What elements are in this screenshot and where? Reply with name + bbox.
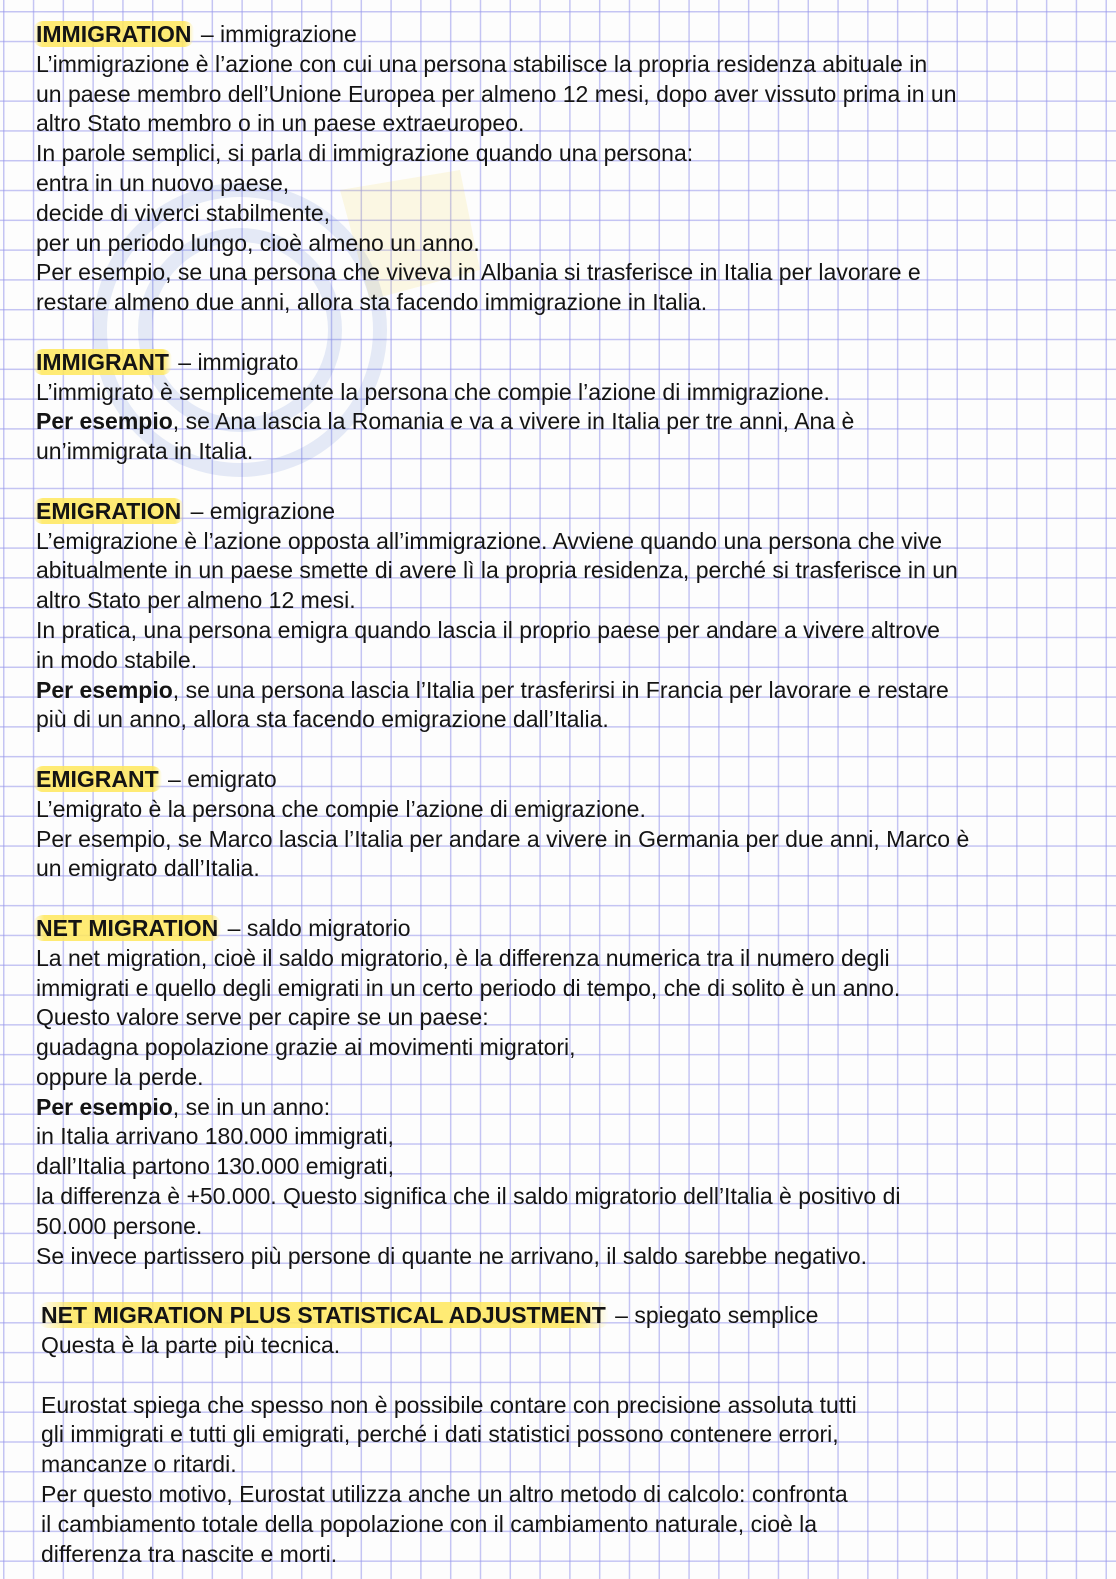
list-item: oppure la perde. <box>36 1063 204 1090</box>
example-text: , se Ana lascia la Romania e va a vivere in Italia per tre anni, Ana è <box>172 408 855 435</box>
text-line: in modo stabile. <box>36 646 198 673</box>
text-line: differenza tra nascite e morti. <box>41 1540 338 1567</box>
text-line: Per esempio, se Marco lascia l’Italia per andare a vivere in Germania per due anni, Marco è <box>36 825 970 852</box>
text-line: Se invece partissero più persone di quante ne arrivano, il saldo sarebbe negativo. <box>36 1242 868 1269</box>
text-line: la differenza è +50.000. Questo significa che il saldo migratorio dell’Italia è positivo di <box>36 1183 901 1210</box>
text-line: più di un anno, allora sta facendo emigrazione dall’Italia. <box>36 706 609 733</box>
example-label: Per esempio <box>36 1093 173 1120</box>
example-text: , se una persona lascia l’Italia per trasferirsi in Francia per lavorare e restare <box>172 676 949 703</box>
text-line: altro Stato membro o in un paese extraeuropeo. <box>36 110 525 137</box>
text-line: In parole semplici, si parla di immigrazione quando una persona: <box>36 140 694 167</box>
translation-emigrant: – emigrato <box>161 765 277 792</box>
translation-net-migration: – saldo migratorio <box>221 914 411 941</box>
translation-emigration: – emigrazione <box>184 497 336 524</box>
section-immigrant <box>36 348 1096 467</box>
text-line: Eurostat spiega che spesso non è possibile contare con precisione assoluta tutti <box>41 1391 857 1418</box>
heading-immigrant <box>36 348 1096 378</box>
section-emigration <box>36 497 1096 735</box>
example-text: , se in un anno: <box>172 1093 331 1120</box>
text-line: immigrati e quello degli emigrati in un certo periodo di tempo, che di solito è un anno. <box>36 974 901 1001</box>
text-line: un paese membro dell’Unione Europea per almeno 12 mesi, dopo aver vissuto prima in un <box>36 80 957 107</box>
text-line: altro Stato per almeno 12 mesi. <box>36 587 356 614</box>
text-line: 50.000 persone. <box>36 1212 203 1239</box>
text-line: Per questo motivo, Eurostat utilizza anche un altro metodo di calcolo: confronta <box>41 1481 848 1508</box>
translation-statistical-adjustment: – spiegato semplice <box>608 1302 819 1329</box>
translation-immigration: – immigrazione <box>194 21 357 47</box>
heading-statistical-adjustment <box>41 1301 1096 1331</box>
example-line <box>36 676 1096 706</box>
term-immigrant: IMMIGRANT <box>33 349 172 375</box>
text-line: il cambiamento totale della popolazione con il cambiamento naturale, cioè la <box>41 1510 818 1537</box>
text-line: L’emigrato è la persona che compie l’azione di emigrazione. <box>36 795 646 822</box>
example-label: Per esempio <box>36 676 173 703</box>
text-line: gli immigrati e tutti gli emigrati, perché i dati statistici possono contenere errori, <box>41 1421 839 1448</box>
section-emigrant <box>36 765 1096 884</box>
term-statistical-adjustment: NET MIGRATION PLUS STATISTICAL ADJUSTMENT <box>38 1302 609 1328</box>
list-item: entra in un nuovo paese, <box>36 169 290 196</box>
text-line: Questa è la parte più tecnica. <box>41 1332 341 1359</box>
section-net-migration <box>36 914 1096 1272</box>
text-line: In pratica, una persona emigra quando lascia il proprio paese per andare a vivere altrove <box>36 616 940 643</box>
section-immigration <box>36 20 1096 318</box>
section-statistical-adjustment <box>36 1301 1096 1569</box>
text-line: L’immigrato è semplicemente la persona che compie l’azione di immigrazione. <box>36 378 830 405</box>
example-line <box>36 1093 1096 1123</box>
text-line: mancanze o ritardi. <box>41 1451 237 1478</box>
text-line: un emigrato dall’Italia. <box>36 855 260 882</box>
list-item: guadagna popolazione grazie ai movimenti migratori, <box>36 1034 576 1061</box>
text-line: Questo valore serve per capire se un paese: <box>36 1004 489 1031</box>
text-line: L’emigrazione è l’azione opposta all’immigrazione. Avviene quando una persona che vive <box>36 527 943 554</box>
example-line <box>36 407 1096 437</box>
term-emigration: EMIGRATION <box>33 498 184 524</box>
list-item: per un periodo lungo, cioè almeno un anno. <box>36 229 480 256</box>
text-line: La net migration, cioè il saldo migratorio, è la differenza numerica tra il numero degli <box>36 944 890 971</box>
text-line: un’immigrata in Italia. <box>36 438 254 465</box>
example-label: Per esempio <box>36 408 173 435</box>
translation-immigrant: – immigrato <box>171 348 299 375</box>
heading-emigrant <box>36 765 1096 795</box>
text-line: L’immigrazione è l’azione con cui una persona stabilisce la propria residenza abituale in <box>36 50 928 77</box>
term-immigration: IMMIGRATION <box>33 21 194 47</box>
list-item: dall’Italia partono 130.000 emigrati, <box>36 1153 395 1180</box>
term-emigrant: EMIGRANT <box>33 766 162 792</box>
heading-immigration <box>36 20 1096 50</box>
text-line: abitualmente in un paese smette di avere lì la propria residenza, perché si trasferisce in un <box>36 557 958 584</box>
text-line: Per esempio, se una persona che viveva in Albania si trasferisce in Italia per lavorare e <box>36 259 921 286</box>
list-item: in Italia arrivano 180.000 immigrati, <box>36 1123 394 1150</box>
term-net-migration: NET MIGRATION <box>33 915 221 941</box>
heading-emigration <box>36 497 1096 527</box>
list-item: decide di viverci stabilmente, <box>36 199 331 226</box>
text-line: restare almeno due anni, allora sta facendo immigrazione in Italia. <box>36 289 708 316</box>
notes-page <box>36 20 1096 1569</box>
heading-net-migration <box>36 914 1096 944</box>
